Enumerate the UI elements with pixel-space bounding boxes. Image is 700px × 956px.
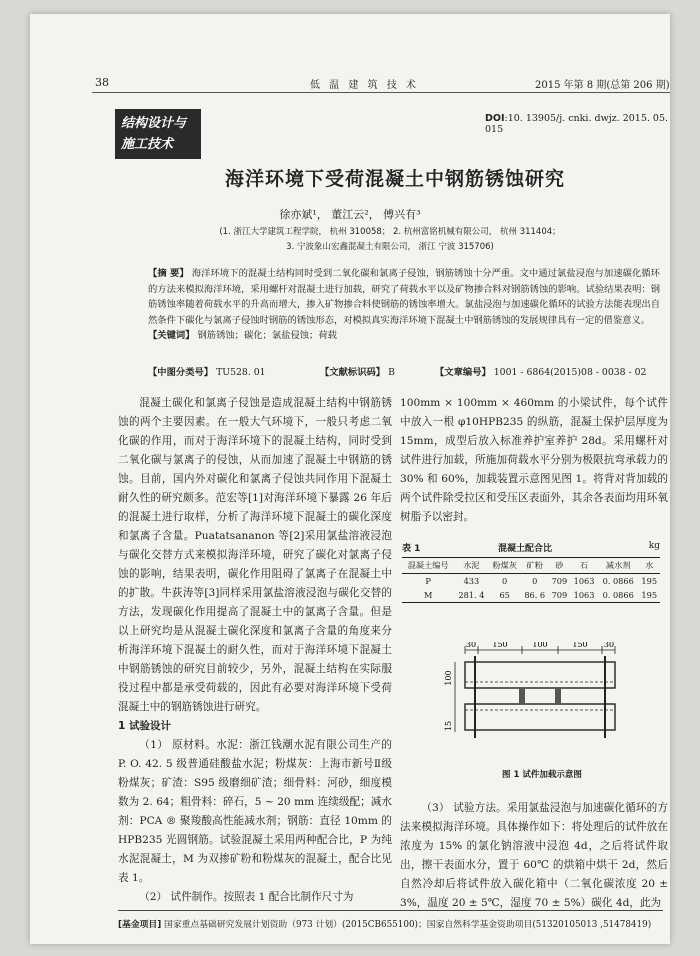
figure-caption: 图 1 试件加载示意图 bbox=[502, 770, 582, 780]
doi bbox=[485, 113, 670, 135]
badge-line-1: 结构设计与 bbox=[121, 116, 187, 131]
article-number-value: 1001 - 6864(2015)08 - 0038 - 02 bbox=[493, 367, 647, 378]
page-number: 38 bbox=[95, 76, 109, 89]
issue-info: 2015 年第 8 期(总第 206 期) bbox=[535, 80, 670, 91]
fabrication-continued: 100mm × 100mm × 460mm 的小梁试件，每个试件中放入一根 φ10HPB235 的纵筋，混凝土保护层厚度为 15mm，成型后放入标准养护室养护 28d。采用螺杆对试件进行加载，所施加荷载水平分别为极限抗弯承载力的 30% 和 60%，加载装置示意图见图 1。将背对背加载的两个试件除受拉区和受压区表面外，其余各表面均用环氧树脂予以密封。 bbox=[400, 397, 668, 523]
table-number: 表 1 bbox=[402, 544, 421, 554]
fabrication-paragraph: （2） 试件制作。按照表 1 配合比制作尺寸为 bbox=[139, 891, 354, 903]
table-cell: 433 bbox=[463, 576, 480, 586]
affiliation-line-1: (1. 浙江大学建筑工程学院， 杭州 310058； 2. 杭州富铭机械有限公司， 杭州 311404； bbox=[219, 227, 561, 237]
badge-line-2: 施工技术 bbox=[121, 137, 174, 152]
doc-code bbox=[320, 364, 395, 378]
doi-value: :10. 13905/j. cnki. dwjz. 2015. 05. 015 bbox=[485, 113, 669, 135]
table-cell: 709 bbox=[551, 576, 568, 586]
dim-label: 15 bbox=[444, 720, 453, 732]
funding-note bbox=[118, 917, 663, 930]
funding-text: 国家重点基础研究发展计划资助（973 计划）(2015CB655100)；国家自然科学基金资助项目(51320105013 ,51478419) bbox=[164, 920, 652, 930]
loading-diagram bbox=[435, 642, 635, 742]
table-cell: 0 bbox=[532, 576, 538, 586]
table-cell: 709 bbox=[551, 590, 568, 600]
dim-label: 100 bbox=[444, 670, 453, 686]
section-heading: 1 试验设计 bbox=[118, 720, 171, 732]
table-cell: 195 bbox=[641, 576, 658, 586]
clc-value: TU528. 01 bbox=[216, 367, 266, 378]
section-badge bbox=[115, 109, 201, 159]
table-title: 混凝土配合比 bbox=[498, 544, 553, 554]
table-caption bbox=[402, 541, 660, 554]
table-cell: 0. 0866 bbox=[602, 576, 634, 586]
keywords-label: 【关键词】 bbox=[148, 330, 195, 341]
clc-label: 【中图分类号】 bbox=[148, 367, 214, 378]
journal-page bbox=[30, 14, 670, 944]
beam-upper bbox=[465, 662, 615, 688]
table-cell: 1063 bbox=[573, 590, 595, 600]
keywords: 钢筋锈蚀；碳化；氯盐侵蚀；荷载 bbox=[197, 330, 337, 341]
article-number-label: 【文章编号】 bbox=[435, 367, 491, 378]
table-header: 水 bbox=[645, 560, 654, 570]
table-unit: kg bbox=[648, 541, 660, 551]
table-header: 减水剂 bbox=[605, 560, 631, 570]
header-rule bbox=[92, 92, 670, 93]
table-cell: M bbox=[423, 590, 433, 600]
table-header-row bbox=[402, 558, 660, 574]
article-number bbox=[435, 364, 646, 378]
authors: 徐亦斌¹， 董江云²， 傅兴有³ bbox=[279, 208, 421, 221]
left-column bbox=[118, 394, 392, 907]
dim-label: 30 bbox=[465, 642, 477, 649]
table-cell: 1063 bbox=[573, 576, 595, 586]
table-row bbox=[402, 588, 660, 603]
table-header: 矿粉 bbox=[526, 560, 543, 570]
affiliation-line-2: 3. 宁波象山宏鑫混凝土有限公司， 浙江 宁波 315706) bbox=[286, 242, 494, 252]
table-header: 混凝土编号 bbox=[407, 560, 449, 570]
table-cell: 0. 0866 bbox=[602, 590, 634, 600]
abstract-text: 海洋环境下的混凝土结构同时受到二氧化碳和氯离子侵蚀，钢筋锈蚀十分严重。文中通过氯盐浸泡与加速碳化循环的方法来模拟海洋环境，采用螺杆对混凝土进行加载，研究了荷载水平以及矿物掺合料对钢筋锈蚀的影响。试验结果表明：钢筋锈蚀率随着荷载水平的升高而增大，掺入矿物掺合料使钢筋的锈蚀率增大。氯盐浸泡与加速碳化循环的试验方法能表现出自然条件下碳化与氯离子侵蚀时钢筋的锈蚀形态，对模拟真实海洋环境下混凝土中钢筋锈蚀的发展规律具有一定的借鉴意义。 bbox=[148, 268, 660, 326]
doc-code-label: 【文献标识码】 bbox=[320, 367, 386, 378]
clc bbox=[148, 364, 266, 378]
right-column-top bbox=[400, 394, 668, 527]
doc-code-value: B bbox=[388, 367, 395, 378]
doi-label: DOI bbox=[485, 113, 505, 124]
table-header: 粉煤灰 bbox=[492, 560, 517, 570]
right-column-bottom bbox=[400, 799, 668, 913]
abstract-label: 【摘 要】 bbox=[148, 268, 189, 279]
table-cell: 281. 4 bbox=[458, 590, 485, 600]
table-cell: 65 bbox=[499, 590, 510, 600]
dim-label: 30 bbox=[603, 642, 615, 649]
method-paragraph: （3） 试验方法。采用氯盐浸泡与加速碳化循环的方法来模拟海洋环境。具体操作如下：将处理后的试件放在浓度为 15% 的氯化钠溶液中浸泡 4d，之后将试件取出，擦干表面水分，置于 60℃ 的烘箱中烘干 2d，然后自然冷却后将试件放入碳化箱中（二氧化碳浓度 20 ± 3%，温度 20 ± 5℃，湿度 70 ± 5%）碳化 4d，此为 bbox=[400, 802, 668, 909]
table-header: 水泥 bbox=[463, 560, 480, 570]
table-header: 砂 bbox=[555, 560, 564, 570]
footnote-rule bbox=[118, 910, 663, 911]
table-cell: 0 bbox=[502, 576, 508, 586]
table-cell: 86. 6 bbox=[524, 590, 546, 600]
journal-name: 低 温 建 筑 技 术 bbox=[310, 80, 419, 91]
funding-label: [基金项目] bbox=[118, 920, 162, 930]
beam-lower bbox=[465, 704, 615, 730]
abstract bbox=[148, 266, 660, 344]
dim-label: 150 bbox=[572, 642, 588, 649]
spacer bbox=[519, 688, 525, 704]
paper-title: 海洋环境下受荷混凝土中钢筋锈蚀研究 bbox=[225, 168, 566, 190]
table-row bbox=[402, 574, 660, 589]
table-cell: 195 bbox=[641, 590, 658, 600]
table-cell: P bbox=[425, 576, 431, 586]
spacer bbox=[555, 688, 561, 704]
materials-paragraph: （1） 原材料。水泥：浙江钱潮水泥有限公司生产的 P. O. 42. 5 级普通硅酸盐水泥；粉煤灰：上海市新号Ⅱ级粉煤灰；矿渣：S95 级磨细矿渣；细骨料：河砂，细度模数为 2. 64；粗骨料：碎石，5 ~ 20 mm 连续级配；减水剂：PCA ® 聚羧酸高性能减水剂；钢筋：直径 10mm 的 HPB235 光圆钢筋。试验混凝土采用两种配合比，P 为纯水泥混凝土，M 为双掺矿粉和粉煤灰的混凝土，配合比见表 1。 bbox=[118, 739, 392, 884]
table-header: 石 bbox=[579, 560, 589, 570]
mix-proportion-table bbox=[402, 557, 660, 603]
intro-paragraph: 混凝土碳化和氯离子侵蚀是造成混凝土结构中钢筋锈蚀的两个主要因素。在一般大气环境下，一般只考虑二氧化碳的作用，而对于海洋环境下的混凝土结构，同时受到二氧化碳与氯离子的侵蚀，从而加速了混凝土中钢筋的锈蚀。目前，国内外对碳化和氯离子侵蚀共同作用下混凝土耐久性的研究颇多。范宏等[1]对海洋环境下暴露 26 年后的混凝土进行取样，分析了海洋环境下混凝土的碳化深度和氯离子含量。Puatatsananon 等[2]采用氯盐溶液浸泡与碳化交替方式来模拟海洋环境，研究了碳化对氯离子侵蚀的影响，结果表明，碳化作用阻碍了氯离子在混凝土中的扩散。牛荻涛等[3]同样采用氯盐溶液浸泡与碳化交替的方法，发现碳化作用提高了混凝土中的氯离子含量。但是以上研究均是从混凝土碳化深度和氯离子含量的角度来分析海洋环境下混凝土的耐久性，而对于海洋环境下混凝土中钢筋锈蚀的研究目前较少，另外，混凝土结构在实际服役过程中都是承受荷载的，因此有必要对海洋环境下受荷混凝土中的钢筋锈蚀进行研究。 bbox=[118, 397, 392, 713]
dim-label: 100 bbox=[532, 642, 548, 649]
dim-label: 150 bbox=[492, 642, 508, 649]
